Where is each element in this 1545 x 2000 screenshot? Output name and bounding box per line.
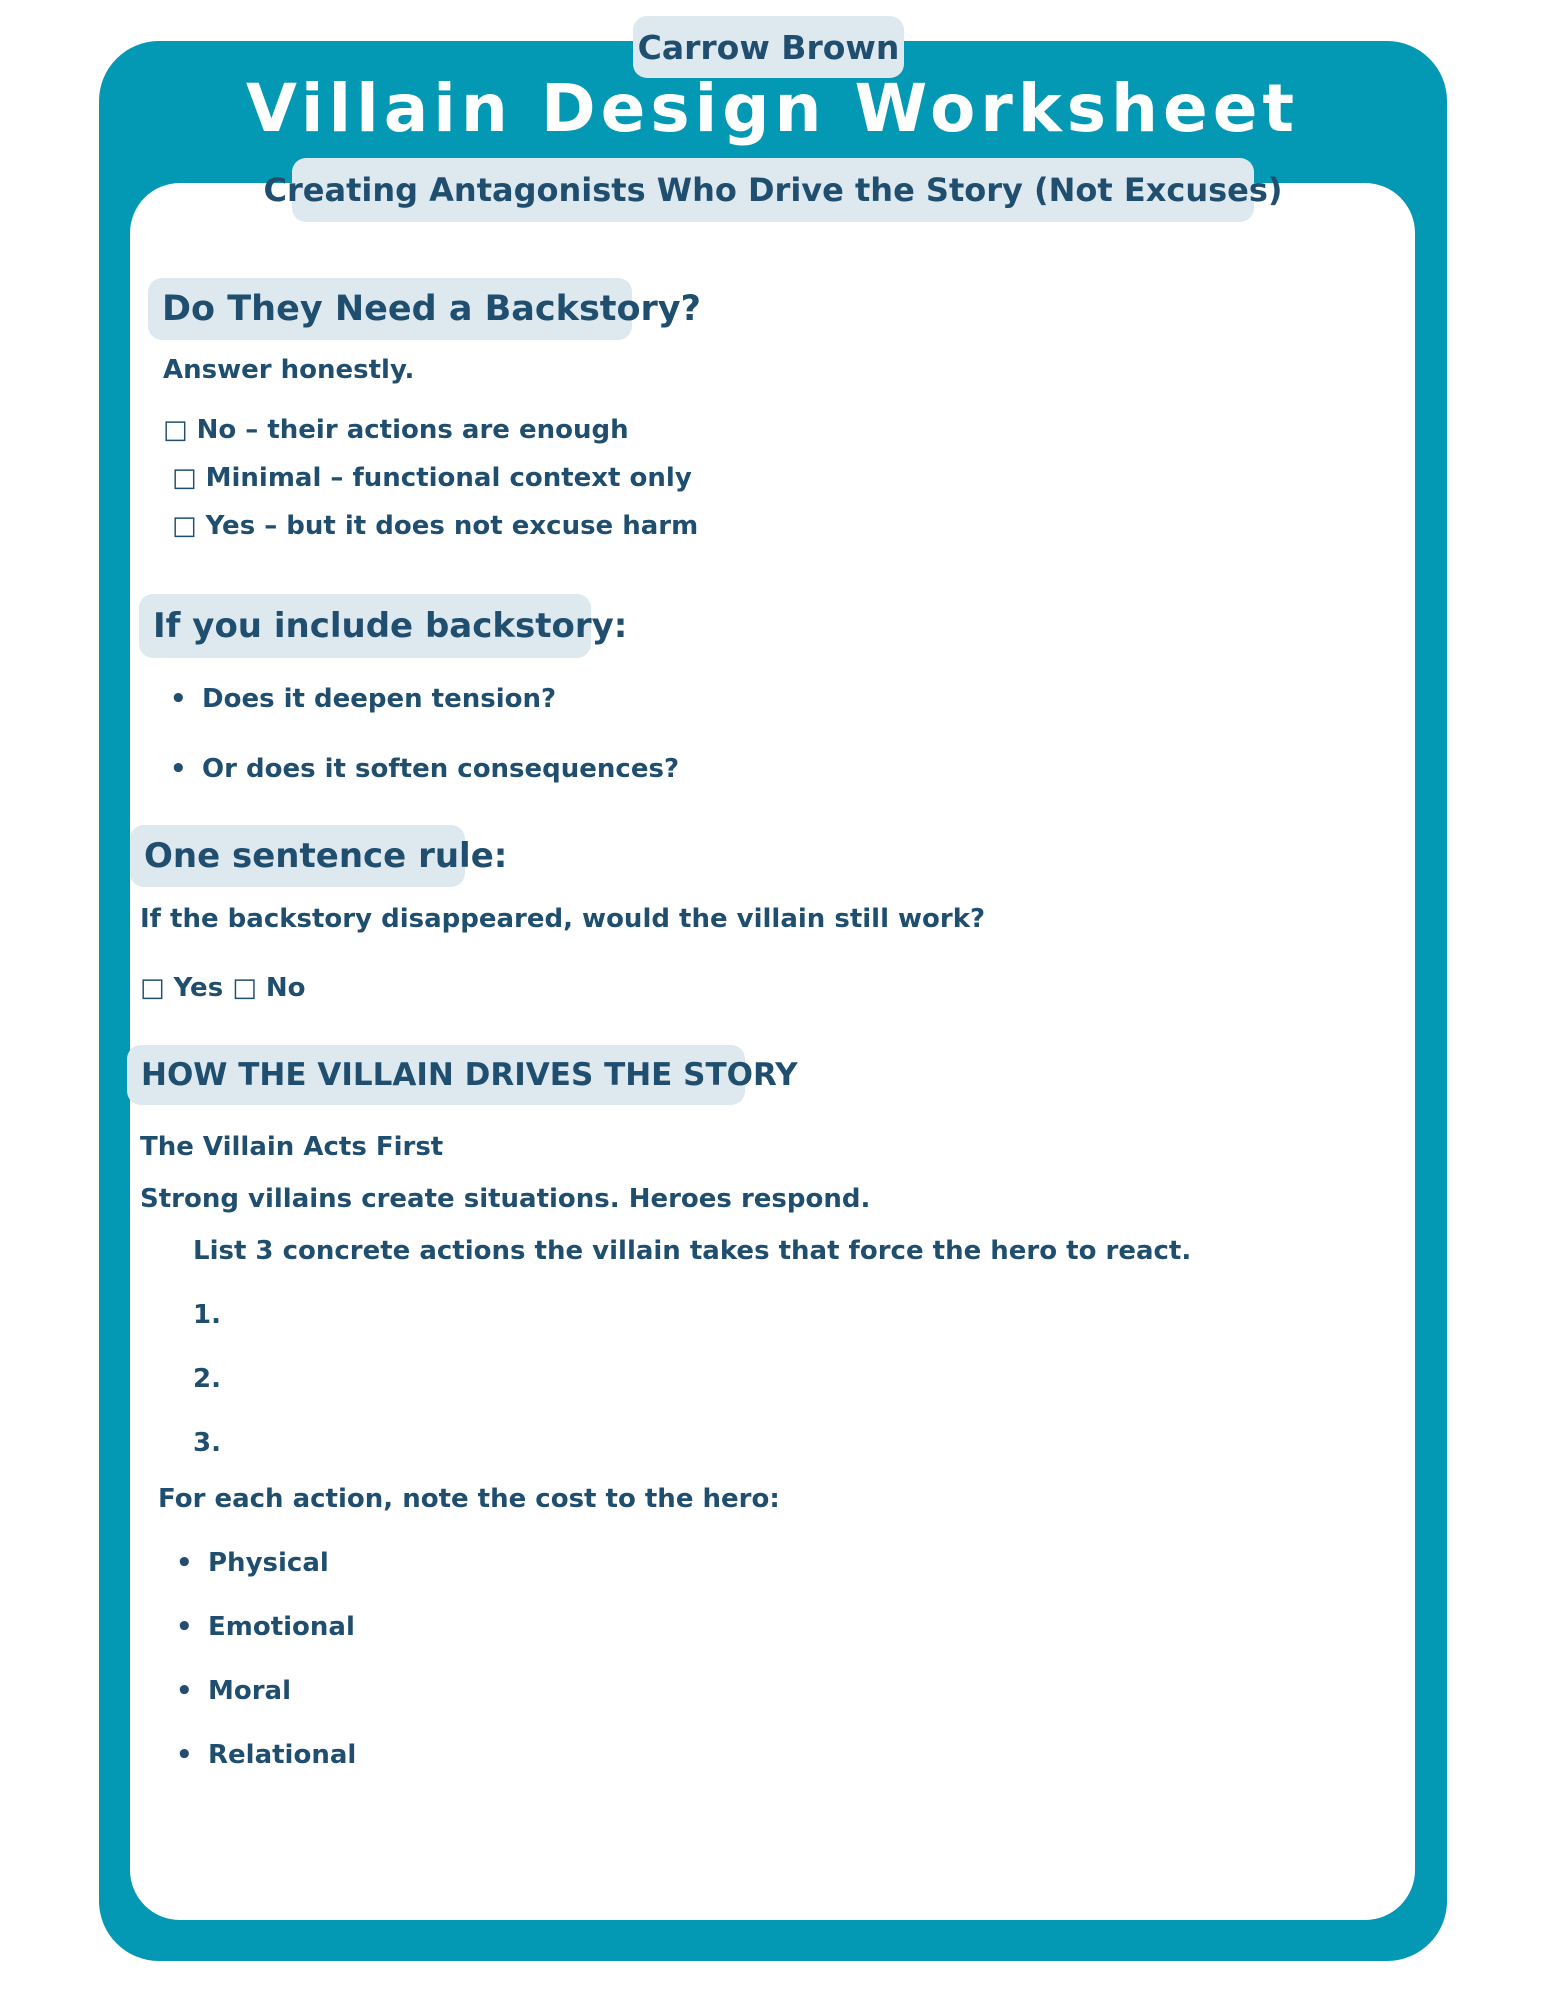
list-item: • Emotional (208, 1612, 355, 1642)
cost-prompt: For each action, note the cost to the hero: (158, 1484, 780, 1514)
drive-instruction: List 3 concrete actions the villain takes that force the hero to react. (193, 1236, 1192, 1266)
action-number-3: 3. (193, 1428, 221, 1458)
one-sentence-rule-heading: One sentence rule: (130, 825, 465, 887)
author-badge: Carrow Brown (633, 16, 904, 78)
list-item: • Relational (208, 1740, 356, 1770)
list-item: • Does it deepen tension? (202, 684, 556, 714)
backstory-option-minimal[interactable]: □ Minimal – functional context only (172, 463, 692, 493)
drive-subheading: The Villain Acts First (140, 1132, 444, 1162)
action-number-1: 1. (193, 1300, 221, 1330)
list-item: • Physical (208, 1548, 329, 1578)
include-backstory-heading: If you include backstory: (139, 594, 591, 658)
backstory-prompt: Answer honestly. (163, 355, 415, 385)
drive-lead: Strong villains create situations. Heroes respond. (140, 1184, 871, 1214)
backstory-heading: Do They Need a Backstory? (148, 278, 632, 340)
rule-question: If the backstory disappeared, would the villain still work? (140, 904, 986, 934)
page-title: Villain Design Worksheet (245, 70, 1300, 147)
backstory-option-no[interactable]: □ No – their actions are enough (163, 415, 629, 445)
rule-answer-checkboxes[interactable]: □ Yes □ No (140, 973, 306, 1003)
backstory-option-yes[interactable]: □ Yes – but it does not excuse harm (172, 511, 699, 541)
list-item: • Or does it soften consequences? (202, 754, 679, 784)
drive-story-heading: HOW THE VILLAIN DRIVES THE STORY (127, 1045, 745, 1105)
page-subtitle: Creating Antagonists Who Drive the Story (Not Excuses) (292, 158, 1254, 222)
action-number-2: 2. (193, 1364, 221, 1394)
list-item: • Moral (208, 1676, 291, 1706)
